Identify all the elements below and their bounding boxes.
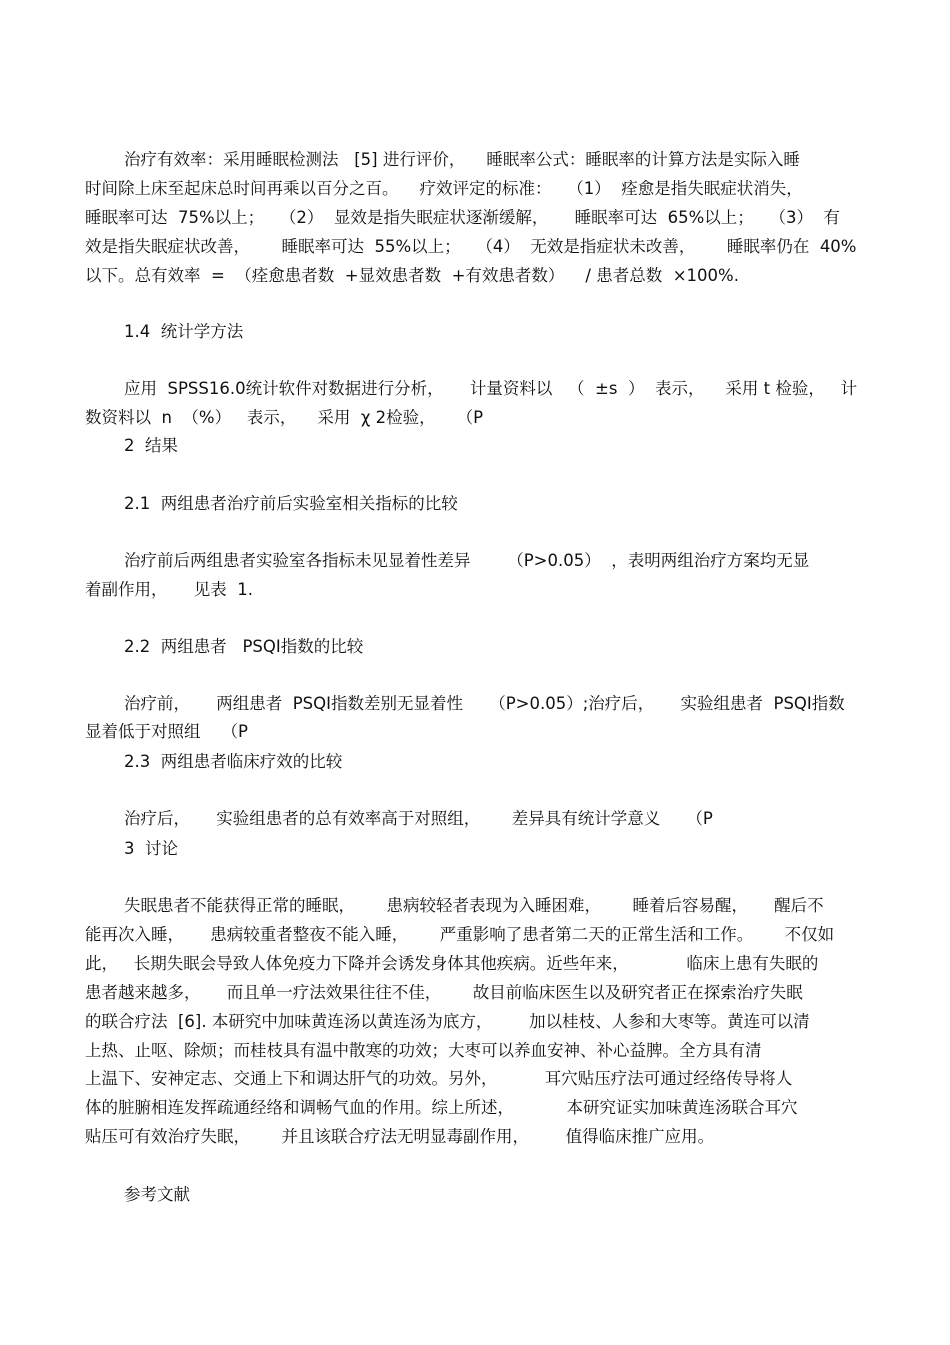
text-line: 的联合疗法 [6]. 本研究中加味黄连汤以黄连汤为底方， 加以桂枝、人参和大枣等。黄连可以清 [85,1012,810,1031]
text-line: 显着低于对照组 （P [85,722,248,741]
text-line: 失眠患者不能获得正常的睡眠， 患病较轻者表现为入睡困难， 睡着后容易醒， 醒后不 [124,896,824,915]
section-heading: 2 结果 [124,436,178,455]
text-line: 着副作用， 见表 1. [85,580,253,599]
text-line: 体的脏腑相连发挥疏通经络和调畅气血的作用。综上所述， 本研究证实加味黄连汤联合耳穴 [85,1098,798,1117]
section-heading: 1.4 统计学方法 [124,322,244,341]
section-heading: 3 讨论 [124,839,178,858]
text-line: 时间除上床至起床总时间再乘以百分之百。 疗效评定的标准： （1） 痊愈是指失眠症状消失， [85,179,803,198]
text-line: 患者越来越多， 而且单一疗法效果往往不佳， 故目前临床医生以及研究者正在探索治疗失眠 [85,983,803,1002]
text-line: 应用 SPSS16.0统计软件对数据进行分析， 计量资料以 （ ±s ） 表示， 采用 t 检验， 计 [124,379,858,398]
text-line: 贴压可有效治疗失眠， 并且该联合疗法无明显毒副作用， 值得临床推广应用。 [85,1127,715,1146]
section-heading: 2.2 两组患者 PSQI指数的比较 [124,637,364,656]
text-line: 效是指失眠症状改善， 睡眠率可达 55%以上； （4） 无效是指症状未改善， 睡眠率仍在 40% [85,237,857,256]
text-line: 数资料以 n （%） 表示， 采用 χ 2检验， （P [85,408,484,427]
text-line: 上温下、安神定志、交通上下和调达肝气的功效。另外， 耳穴贴压疗法可通过经络传导将人 [85,1069,793,1088]
text-line: 能再次入睡， 患病较重者整夜不能入睡， 严重影响了患者第二天的正常生活和工作。 不仅如 [85,925,835,944]
section-heading: 2.1 两组患者治疗前后实验室相关指标的比较 [124,494,458,513]
text-line: 此， 长期失眠会导致人体免疫力下降并会诱发身体其他疾病。近些年来， 临床上患有失眠的 [85,954,819,973]
text-line: 治疗前， 两组患者 PSQI指数差别无显着性 （P>0.05）;治疗后， 实验组患者 PSQI指数 [124,694,845,713]
text-line: 上热、止呕、除烦；而桂枝具有温中散寒的功效；大枣可以养血安神、补心益脾。全方具有清 [85,1041,762,1060]
text-line: 治疗有效率：采用睡眠检测法 [5] 进行评价， 睡眠率公式：睡眠率的计算方法是实际入睡 [124,150,800,169]
section-heading: 2.3 两组患者临床疗效的比较 [124,752,343,771]
text-line: 治疗前后两组患者实验室各指标未见显着性差异 （P>0.05） ，表明两组治疗方案均无显 [124,551,810,570]
text-line: 治疗后， 实验组患者的总有效率高于对照组， 差异具有统计学意义 （P [124,809,713,828]
text-line: 睡眠率可达 75%以上； （2） 显效是指失眠症状逐渐缓解， 睡眠率可达 65%以上； （3） 有 [85,208,840,227]
references-heading: 参考文献 [124,1185,190,1204]
text-line: 以下。总有效率 = （痊愈患者数 +显效患者数 +有效患者数） / 患者总数 ×100%. [85,266,739,285]
